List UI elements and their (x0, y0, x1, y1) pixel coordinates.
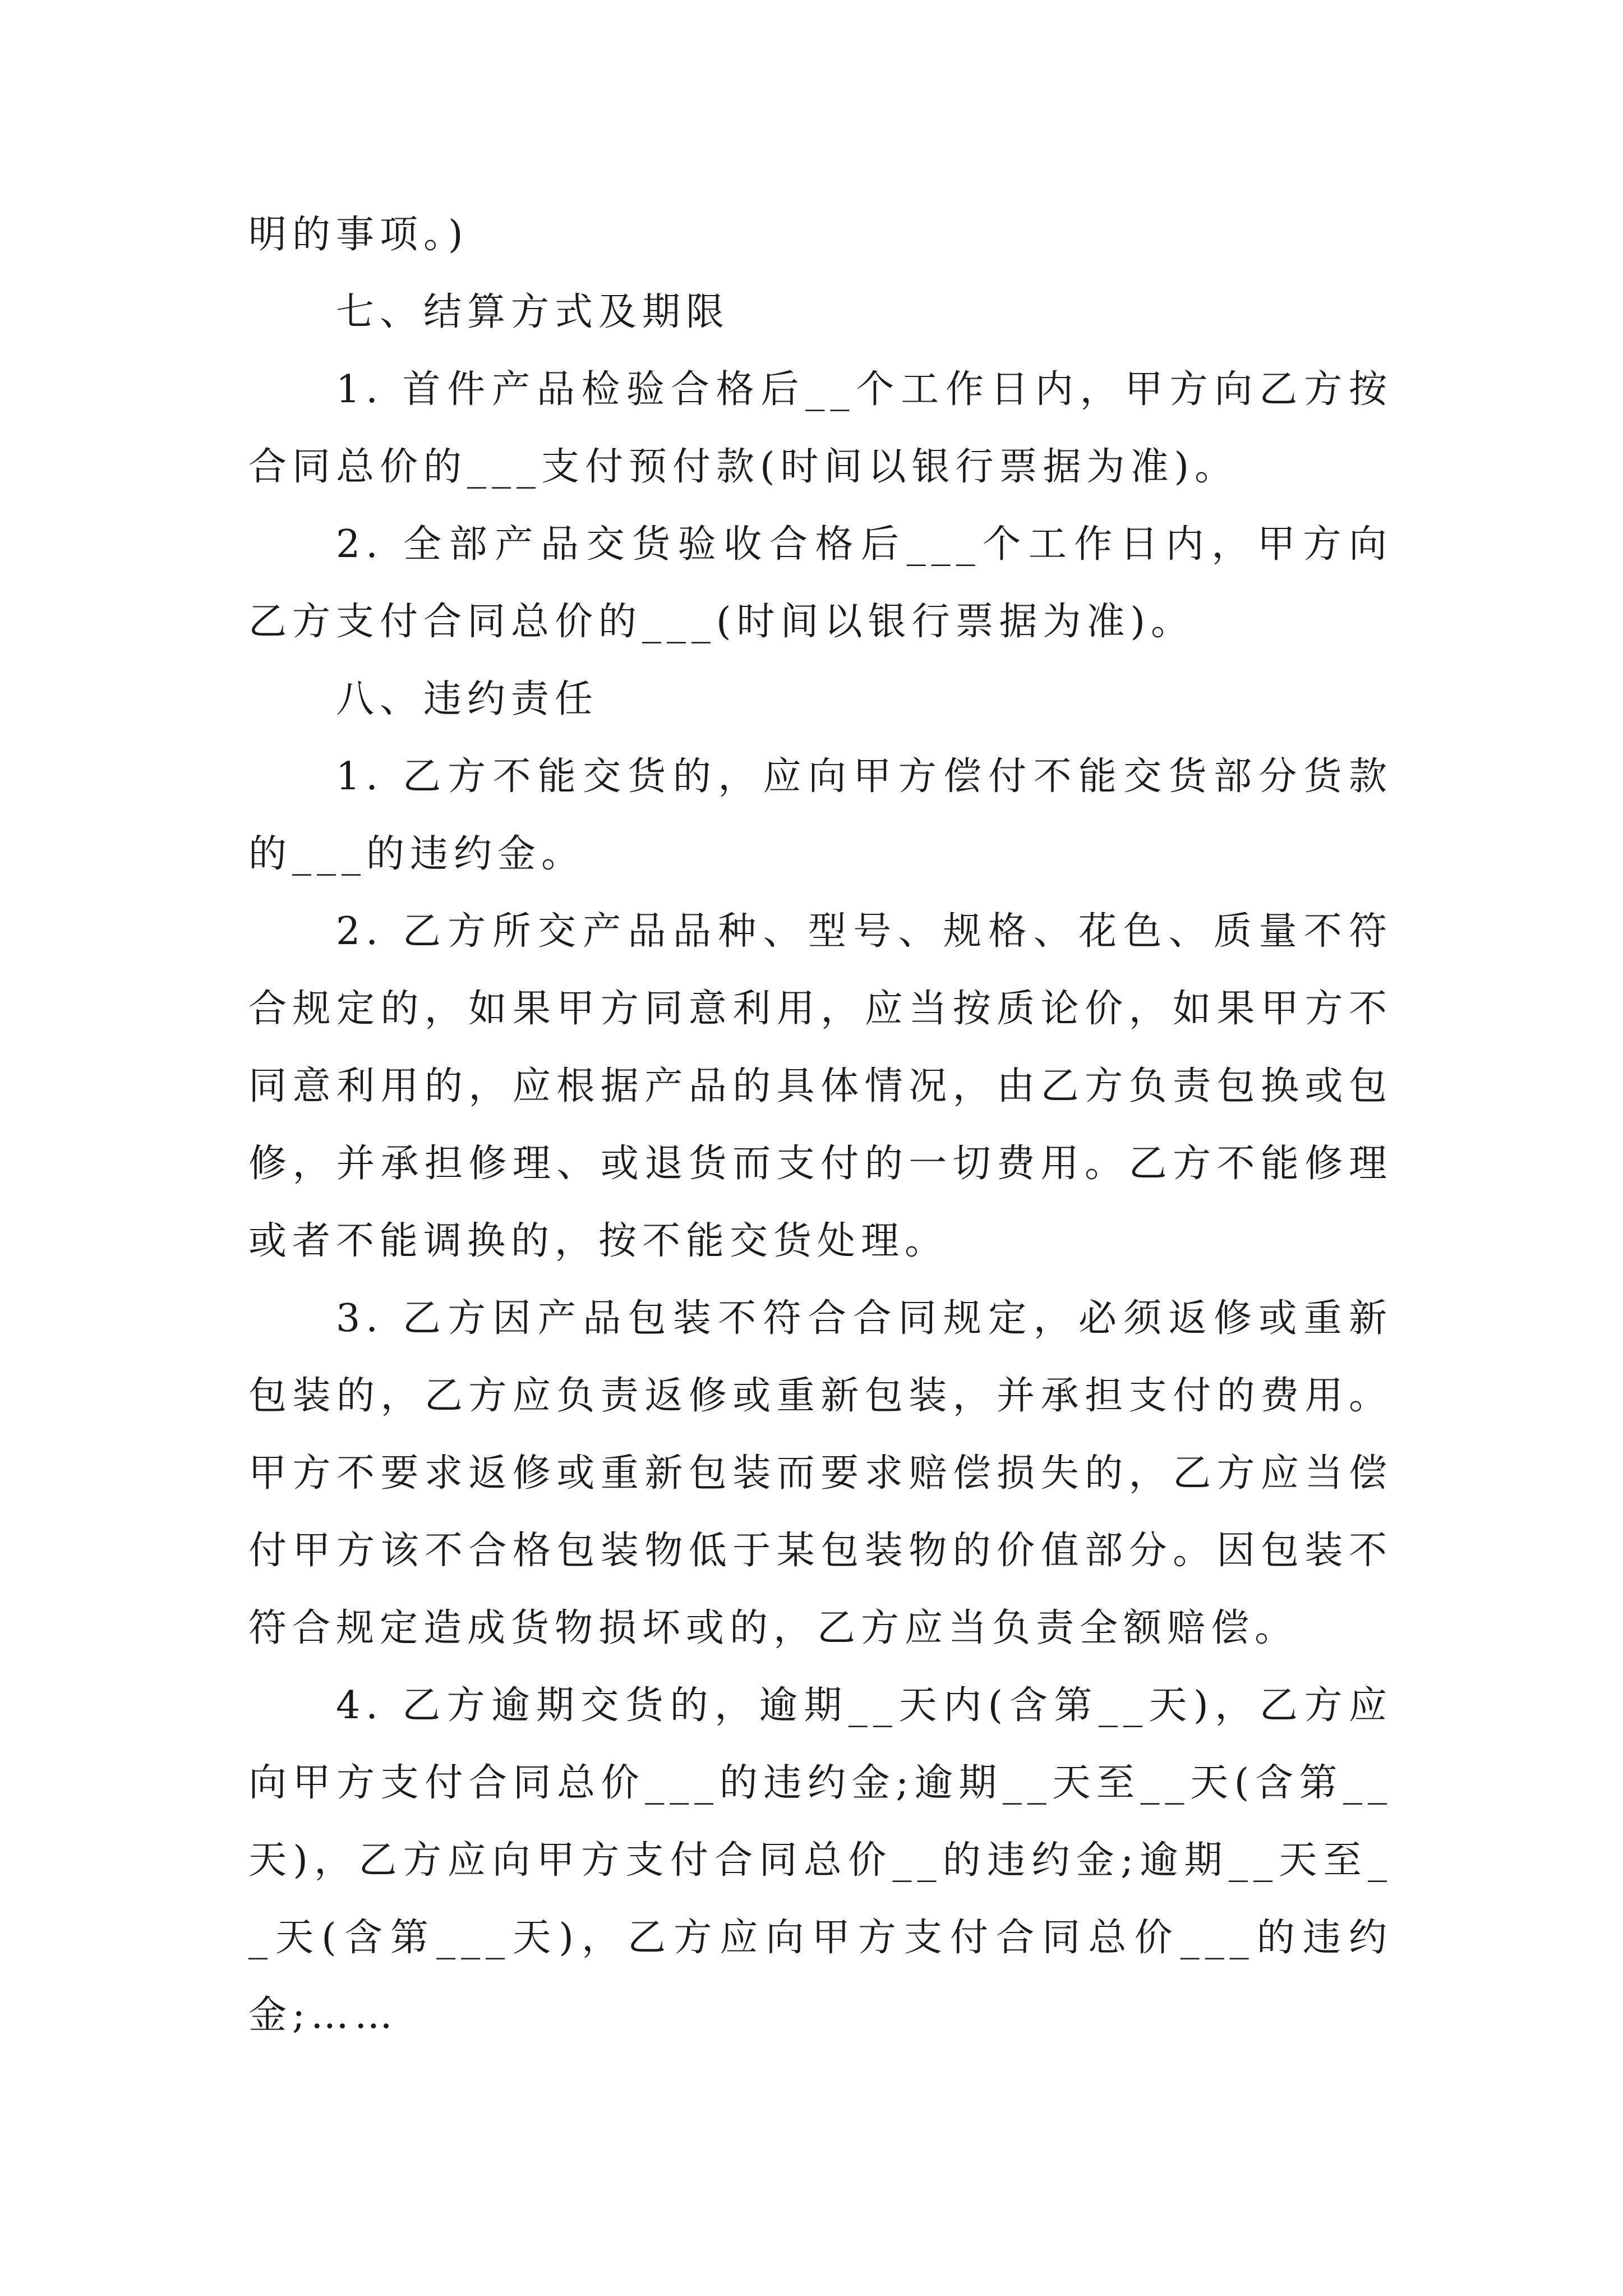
paragraph-settlement-2: 2. 全部产品交货验收合格后___个工作日内，甲方向乙方支付合同总价的___(时间以银行票据为准)。 (248, 522, 1393, 644)
section-heading-liability: 八、违约责任 (336, 677, 599, 721)
document-body (248, 196, 1393, 2054)
paragraph-liability-4: 4. 乙方逾期交货的，逾期__天内(含第__天)，乙方应向甲方支付合同总价___的违约金;逾期__天至__天(含第__天)，乙方应向甲方支付合同总价__的违约金;逾期__天至__天(含第___天)，乙方应向甲方支付合同总价___的违约金;…… (248, 1683, 1393, 2037)
paragraph-liability-1: 1. 乙方不能交货的，应向甲方偿付不能交货部分货款的___的违约金。 (248, 754, 1393, 876)
paragraph-settlement-1: 1. 首件产品检验合格后__个工作日内，甲方向乙方按合同总价的___支付预付款(时间以银行票据为准)。 (248, 367, 1393, 489)
paragraph-liability-2: 2. 乙方所交产品品种、型号、规格、花色、质量不符合规定的，如果甲方同意利用，应当按质论价，如果甲方不同意利用的，应根据产品的具体情况，由乙方负责包换或包修，并承担修理、或退货而支付的一切费用。乙方不能修理或者不能调换的，按不能交货处理。 (248, 909, 1393, 1263)
paragraph-liability-3: 3. 乙方因产品包装不符合合同规定，必须返修或重新包装的，乙方应负责返修或重新包装，并承担支付的费用。甲方不要求返修或重新包装而要求赔偿损失的，乙方应当偿付甲方该不合格包装物低于某包装物的价值部分。因包装不符合规定造成货物损坏或的，乙方应当负责全额赔偿。 (248, 1296, 1393, 1650)
section-heading-settlement: 七、结算方式及期限 (336, 290, 730, 334)
paragraph-continuation: 明的事项。) (248, 213, 469, 257)
